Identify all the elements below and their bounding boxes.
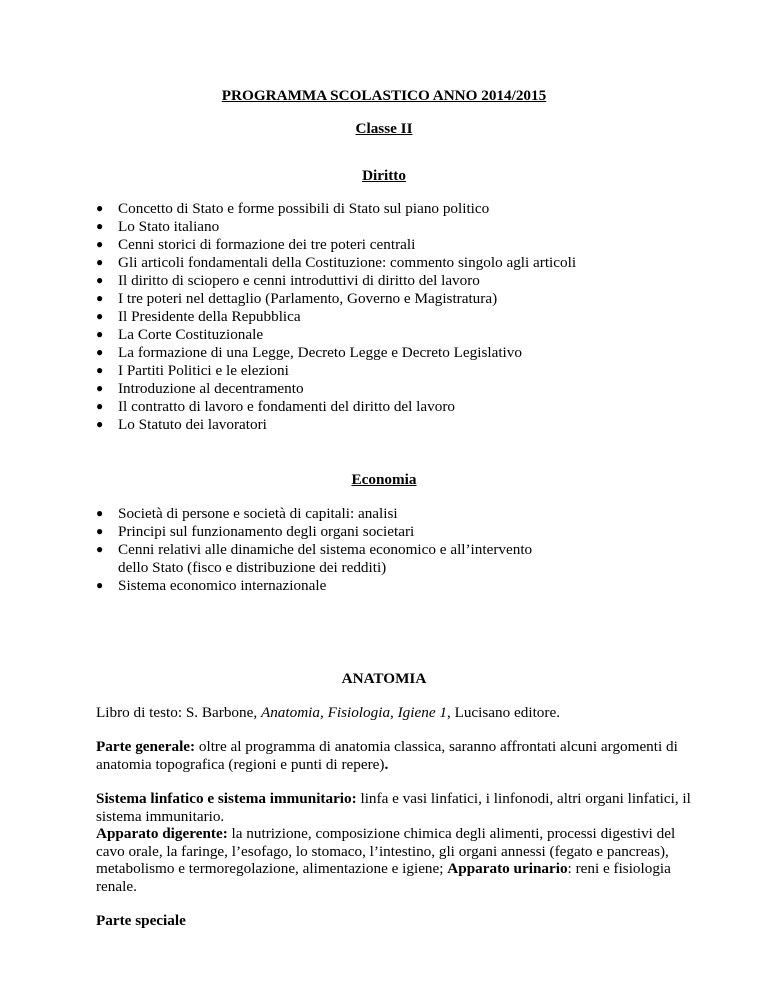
- list-item: [0, 290, 768, 308]
- diritto-heading-text: Diritto: [362, 167, 406, 184]
- list-item-text: Cenni relativi alle dinamiche del sistema economico e all’intervento: [118, 541, 533, 558]
- list-item-text: Sistema economico internazionale: [118, 577, 327, 594]
- digerente-text-2: cavo orale, la faringe, l’esofago, lo stomaco, l’intestino, gli organi annessi (fegato e pancreas),: [96, 842, 669, 860]
- bullet-icon: ●: [96, 237, 104, 251]
- list-item-text: I tre poteri nel dettaglio (Parlamento, Governo e Magistratura): [118, 290, 498, 307]
- title-text: PROGRAMMA SCOLASTICO ANNO 2014/2015: [221, 87, 547, 104]
- list-item: [0, 416, 768, 434]
- bullet-icon: ●: [96, 417, 104, 431]
- list-item-text: Introduzione al decentramento: [118, 380, 304, 397]
- list-item-text: Principi sul funzionamento degli organi societari: [118, 523, 415, 540]
- list-item: [0, 541, 768, 577]
- list-item-text: Cenni storici di formazione dei tre poteri centrali: [118, 236, 416, 253]
- section-heading-diritto: [0, 167, 768, 185]
- anatomia-heading-text: ANATOMIA: [341, 670, 427, 687]
- list-item-text: Il Presidente della Repubblica: [118, 308, 301, 325]
- list-item: [0, 362, 768, 380]
- bullet-icon: ●: [96, 381, 104, 395]
- section-heading-anatomia: [0, 670, 768, 688]
- bullet-icon: ●: [96, 399, 104, 413]
- bullet-icon: ●: [96, 363, 104, 377]
- digerente-text: la nutrizione, composizione chimica degli alimenti, processi digestivi del: [227, 825, 676, 842]
- list-item: [0, 200, 768, 218]
- urinario-label: Apparato urinario: [447, 860, 568, 877]
- parte-generale-period: .: [384, 755, 389, 773]
- bullet-icon: ●: [96, 309, 104, 323]
- list-item-text: Il diritto di sciopero e cenni introduttivi di diritto del lavoro: [118, 272, 480, 289]
- bullet-icon: ●: [96, 255, 104, 269]
- list-item-text: Lo Statuto dei lavoratori: [118, 416, 267, 433]
- bullet-icon: ●: [96, 578, 104, 592]
- list-item-text: Gli articoli fondamentali della Costituzione: commento singolo agli articoli: [118, 254, 577, 271]
- document-title: [0, 87, 768, 105]
- textbook-prefix: Libro di testo: S. Barbone,: [96, 704, 261, 721]
- list-item: [0, 505, 768, 523]
- list-item-text: La Corte Costituzionale: [118, 326, 264, 343]
- linfatico-label: Sistema linfatico e sistema immunitario:: [96, 790, 357, 807]
- economia-list: [0, 505, 768, 595]
- list-item: [0, 272, 768, 290]
- class-text: Classe II: [355, 120, 413, 137]
- textbook-title: Anatomia, Fisiologia, Igiene 1: [260, 704, 447, 721]
- list-item-text: Il contratto di lavoro e fondamenti del diritto del lavoro: [118, 398, 455, 415]
- parte-speciale-label: Parte speciale: [96, 912, 186, 929]
- parte-generale-label: Parte generale:: [96, 738, 196, 755]
- section-heading-economia: [0, 471, 768, 489]
- parte-generale-text: oltre al programma di anatomia classica, saranno affrontati alcuni argomenti di: [195, 738, 678, 755]
- list-item: [0, 218, 768, 236]
- list-item: [0, 308, 768, 326]
- list-item: [0, 398, 768, 416]
- list-item-text: Lo Stato italiano: [118, 218, 220, 235]
- class-label: [0, 120, 768, 138]
- list-item: [0, 380, 768, 398]
- list-item-text: Concetto di Stato e forme possibili di Stato sul piano politico: [118, 200, 490, 217]
- list-item-text: Società di persone e società di capitali: analisi: [118, 505, 398, 522]
- list-item-text: I Partiti Politici e le elezioni: [118, 362, 289, 379]
- parte-generale-paragraph: [96, 738, 696, 773]
- bullet-icon: ●: [96, 273, 104, 287]
- bullet-icon: ●: [96, 327, 104, 341]
- list-item: [0, 236, 768, 254]
- bullet-icon: ●: [96, 219, 104, 233]
- list-item-text: La formazione di una Legge, Decreto Legge e Decreto Legislativo: [118, 344, 522, 361]
- linfatico-text: linfa e vasi linfatici, i linfonodi, altri organi linfatici, il: [356, 790, 691, 807]
- digerente-label: Apparato digerente:: [96, 825, 228, 842]
- bullet-icon: ●: [96, 291, 104, 305]
- urinario-text-continued: renale.: [96, 877, 137, 895]
- bullet-icon: ●: [96, 201, 104, 215]
- list-item: [0, 523, 768, 541]
- bullet-icon: ●: [96, 345, 104, 359]
- digerente-text-3: metabolismo e termoregolazione, alimentazione e igiene;: [96, 860, 448, 877]
- bullet-icon: ●: [96, 506, 104, 520]
- linfatico-text-continued: sistema immunitario.: [96, 807, 225, 825]
- textbook-suffix: , Lucisano editore.: [446, 704, 560, 721]
- diritto-list: [0, 200, 768, 434]
- list-item: [0, 577, 768, 595]
- parte-generale-text-continued: anatomia topografica (regioni e punti di repere): [96, 755, 385, 773]
- economia-heading-text: Economia: [351, 471, 417, 488]
- textbook-line: [96, 704, 696, 722]
- list-item: [0, 254, 768, 272]
- list-item-text-continued: dello Stato (fisco e distribuzione dei redditi): [118, 558, 387, 576]
- bullet-icon: ●: [96, 524, 104, 538]
- apparati-paragraph: [96, 790, 696, 895]
- parte-speciale-heading: [96, 912, 696, 930]
- list-item: [0, 326, 768, 344]
- bullet-icon: ●: [96, 542, 104, 556]
- list-item: [0, 344, 768, 362]
- urinario-text: : reni e fisiologia: [567, 860, 671, 877]
